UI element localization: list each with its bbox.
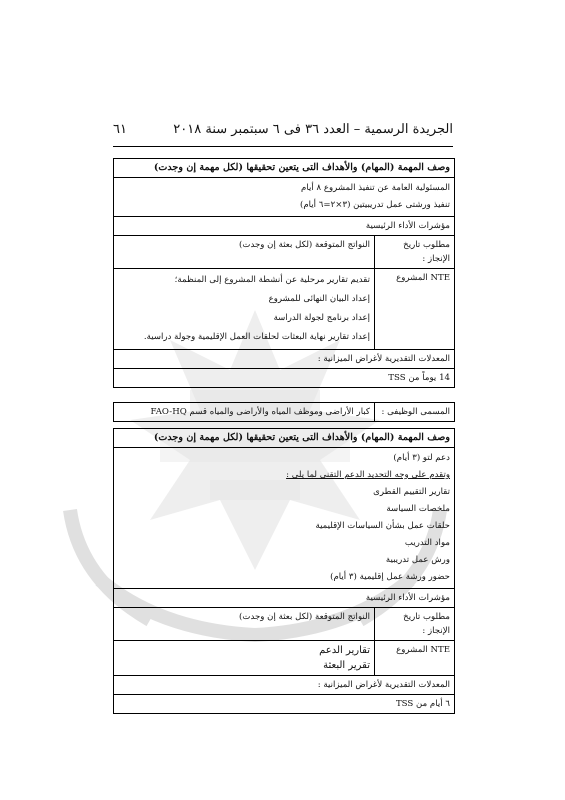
task-line: ملخصات السياسة (386, 504, 450, 514)
header-divider (113, 146, 453, 147)
output-item: تقرير البعثة (323, 660, 370, 671)
nte-label-2: NTE المشروع (375, 641, 455, 676)
page-number: ٦١ (113, 122, 127, 137)
outputs-label-1: النواتج المتوقعة (لكل بعثة إن وجدت) (114, 236, 375, 269)
task-line: تنفيذ ورشتى عمل تدريبيتين (٣×٢=٦ أيام) (299, 200, 450, 210)
budget-label-2: المعدلات التقديرية لأغراض الميزانية : (114, 676, 455, 695)
gazette-title: الجريدة الرسمية – العدد ٣٦ فى ٦ سبتمبر سنة ٢٠١٨ (173, 122, 453, 137)
output-item: إعداد برنامج لجولة الدراسة (273, 313, 370, 323)
nte-label-1: NTE المشروع (375, 269, 455, 350)
task-heading-1: وصف المهمة (المهام) والأهداف التى يتعين تحقيقها (لكل مهمة إن وجدت) (114, 159, 455, 178)
task-line: حضور ورشة عمل إقليمية (٣ أيام) (330, 572, 450, 582)
task-table-1 (113, 158, 455, 388)
kpi-label-1: مؤشرات الأداء الرئيسية (114, 217, 455, 236)
output-item: إعداد البيان النهائى للمشروع (268, 294, 370, 304)
kpi-label-2: مؤشرات الأداء الرئيسية (114, 589, 455, 608)
job-title-label: المسمى الوظيفى : (375, 403, 455, 422)
task-heading-2: وصف المهمة (المهام) والأهداف التى يتعين تحقيقها (لكل مهمة إن وجدت) (114, 429, 455, 448)
task-table-2 (113, 428, 455, 714)
job-title-table (113, 402, 455, 422)
task-line: مواد التدريب (404, 538, 450, 548)
task-line: حلقات عمل بشأن السياسات الإقليمية (315, 521, 450, 531)
budget-value-2: ٦ أيام من TSS (114, 695, 455, 714)
deadline-label-1: مطلوب تاريخ الإنجاز : (375, 236, 455, 269)
outputs-label-2: النواتج المتوقعة (لكل بعثة إن وجدت) (114, 608, 375, 641)
task-line: ورش عمل تدريبية (385, 555, 450, 565)
task-line: تقارير التقييم القطرى (373, 487, 450, 497)
output-item: إعداد تقارير نهاية البعثات لحلقات العمل الإقليمية وجولة دراسية. (143, 332, 370, 342)
deadline-label-2: مطلوب تاريخ الإنجاز : (375, 608, 455, 641)
task-line: المسئولية العامة عن تنفيذ المشروع ٨ أيام (301, 183, 450, 193)
output-item: تقديم تقارير مرحلية عن أنشطة المشروع إلى المنظمة؛ (174, 275, 370, 285)
task-line: وتقدم على وجه التحديد الدعم التقنى لما يلى : (286, 470, 450, 480)
output-item: تقارير الدعم (319, 645, 370, 656)
running-header (113, 122, 453, 142)
budget-value-1: 14 يوماً من TSS (114, 369, 455, 388)
budget-label-1: المعدلات التقديرية لأغراض الميزانية : (114, 350, 455, 369)
job-title-value: كبار الأراضى وموظف المياه والأراضى والمياه قسم FAO-HQ (114, 403, 375, 422)
task-line: دعم لتو (٣ أيام) (393, 453, 450, 463)
